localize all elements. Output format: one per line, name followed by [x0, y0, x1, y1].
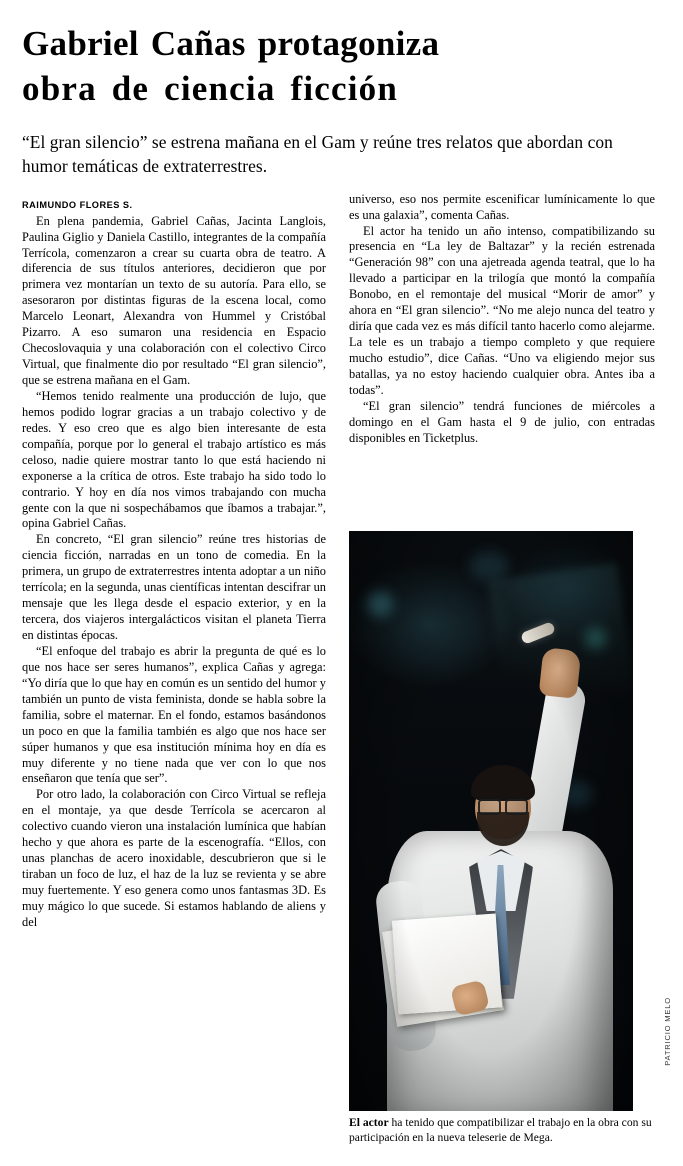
paragraph: “Hemos tenido realmente una producción de lujo, que hemos podido lograr gracias a un trabajo colectivo y de redes. Y eso creo que es algo bien interesante de esta compañía, porque por lo general el trabajo artístico es más celoso, nadie quiere mostrar tanto lo que está haciendo ni exponerse a la crítica de otros. Este trabajo ha sido todo lo contrario. Y hoy en día nos vimos trabajando con mucha gente con la que ni sospechábamos que íbamos a trabajar.”, opina Gabriel Cañas. [22, 388, 326, 531]
headline-line-1: Gabriel Cañas protagoniza [22, 24, 440, 63]
paragraph: universo, eso nos permite escenificar lumínicamente lo que es una galaxia”, comenta Cañas. [349, 191, 655, 222]
article-byline: RAIMUNDO FLORES S. [22, 199, 133, 210]
article-photo-container [349, 531, 672, 1111]
paragraph: En concreto, “El gran silencio” reúne tres historias de ciencia ficción, narradas en un tono de comedia. En la primera, un grupo de extraterrestres intenta adoptar a un niño terrícola; en la segunda, unas científicas intentan descifrar un mensaje que les llega desde el espacio exterior, y en la tercera, dos viajeros intergalácticos visitan el planeta Tierra en distintas épocas. [22, 532, 326, 642]
glasses-icon [478, 797, 528, 812]
stage-glow-icon [367, 591, 393, 617]
paragraph: Por otro lado, la colaboración con Circo Virtual se refleja en el montaje, ya que desde Terrícola se acercaron al colectivo cuando vieron una instalación lumínica que habían hecho y que ahora es parte de la escenografía. “Ellos, con unas planchas de acero inoxidable, descubrieron que si le tiraban un foco de luz, el haz de la luz se revienta y se abre muy fuertemente. Y eso genera como unos fantasmas 3D. Es muy mágico lo que sucede. Si estamos hablando de aliens y del [22, 787, 326, 929]
stage-glow-icon [469, 551, 509, 581]
paragraph: “El enfoque del trabajo es abrir la pregunta de qué es lo que nos hace ser seres humanos”, explica Cañas y agrega: “Yo diría que lo que hay en común es un sentido del humor y también un punto de vista feminista, donde se habla sobre la familia, sobre el maternar. En el fondo, estamos basándonos un poco en que la familia también es algo que nos hace ser súper humanos y que esa institución mínima hoy en día es muy diferente y no tiene nada que ver con lo que nos enseñaron que tenía que ser”. [22, 643, 326, 786]
column-right [349, 192, 655, 447]
paragraph: En plena pandemia, Gabriel Cañas, Jacinta Langlois, Paulina Giglio y Daniela Castillo, integrantes de la compañía Terrícola, comenzaron a crear su cuarta obra de teatro. A diferencia de sus títulos anteriores, decidieron que por primera vez montarían un texto de su autoría. Para ello, se asesoraron por distintas figuras de la escena local, como Marcelo Leonart, Alexandra von Hummel y Cristóbal Pizarro. A eso sumaron una residencia en Espacio Checoslovaquia y una colaboración con el colectivo Circo Virtual, que finalmente dio por resultado “El gran silencio”, que se estrena mañana en el Gam. [22, 213, 326, 387]
paragraph: El actor ha tenido un año intenso, compatibilizando su presencia en “La ley de Baltazar” y la recién estrenada “Generación 98” con una ajetreada agenda teatral, que lo ha llevado a participar en la trilogía que montó la compañía Bonobo, en el remontaje del musical “Morir de amor” y ahora en “El gran silencio”. “No me alejo nunca del teatro y diría que cada vez es más difícil tanto hacerlo como alejarme. La tele es un trabajo a tiempo completo y que requiere mucho estudio”, dice Cañas. “Uno va eligiendo mejor sus batallas, ya no estoy haciendo cualquier obra. Antes iba a todas”. [349, 223, 655, 397]
caption-lead: El actor [349, 1116, 389, 1129]
actor-raised-hand [539, 647, 582, 699]
column-left [22, 214, 326, 931]
photo-credit: PATRICIO MELO [663, 997, 672, 1066]
stage-glow-icon [585, 627, 607, 649]
caption-rest: ha tenido que compatibilizar el trabajo en la obra con su participación en la nueva teleserie de Mega. [349, 1116, 652, 1144]
article-photo [349, 531, 633, 1111]
article-subhead: “El gran silencio” se estrena mañana en el Gam y reúne tres relatos que abordan con humor temáticas de extraterrestres. [22, 131, 613, 176]
photo-caption [349, 1116, 655, 1146]
headline-line-2: obra de ciencia ficción [22, 68, 399, 108]
paragraph: “El gran silencio” tendrá funciones de miércoles a domingo en el Gam hasta el 9 de julio, con entradas disponibles en Ticketplus. [349, 398, 655, 445]
page-title [22, 22, 661, 112]
